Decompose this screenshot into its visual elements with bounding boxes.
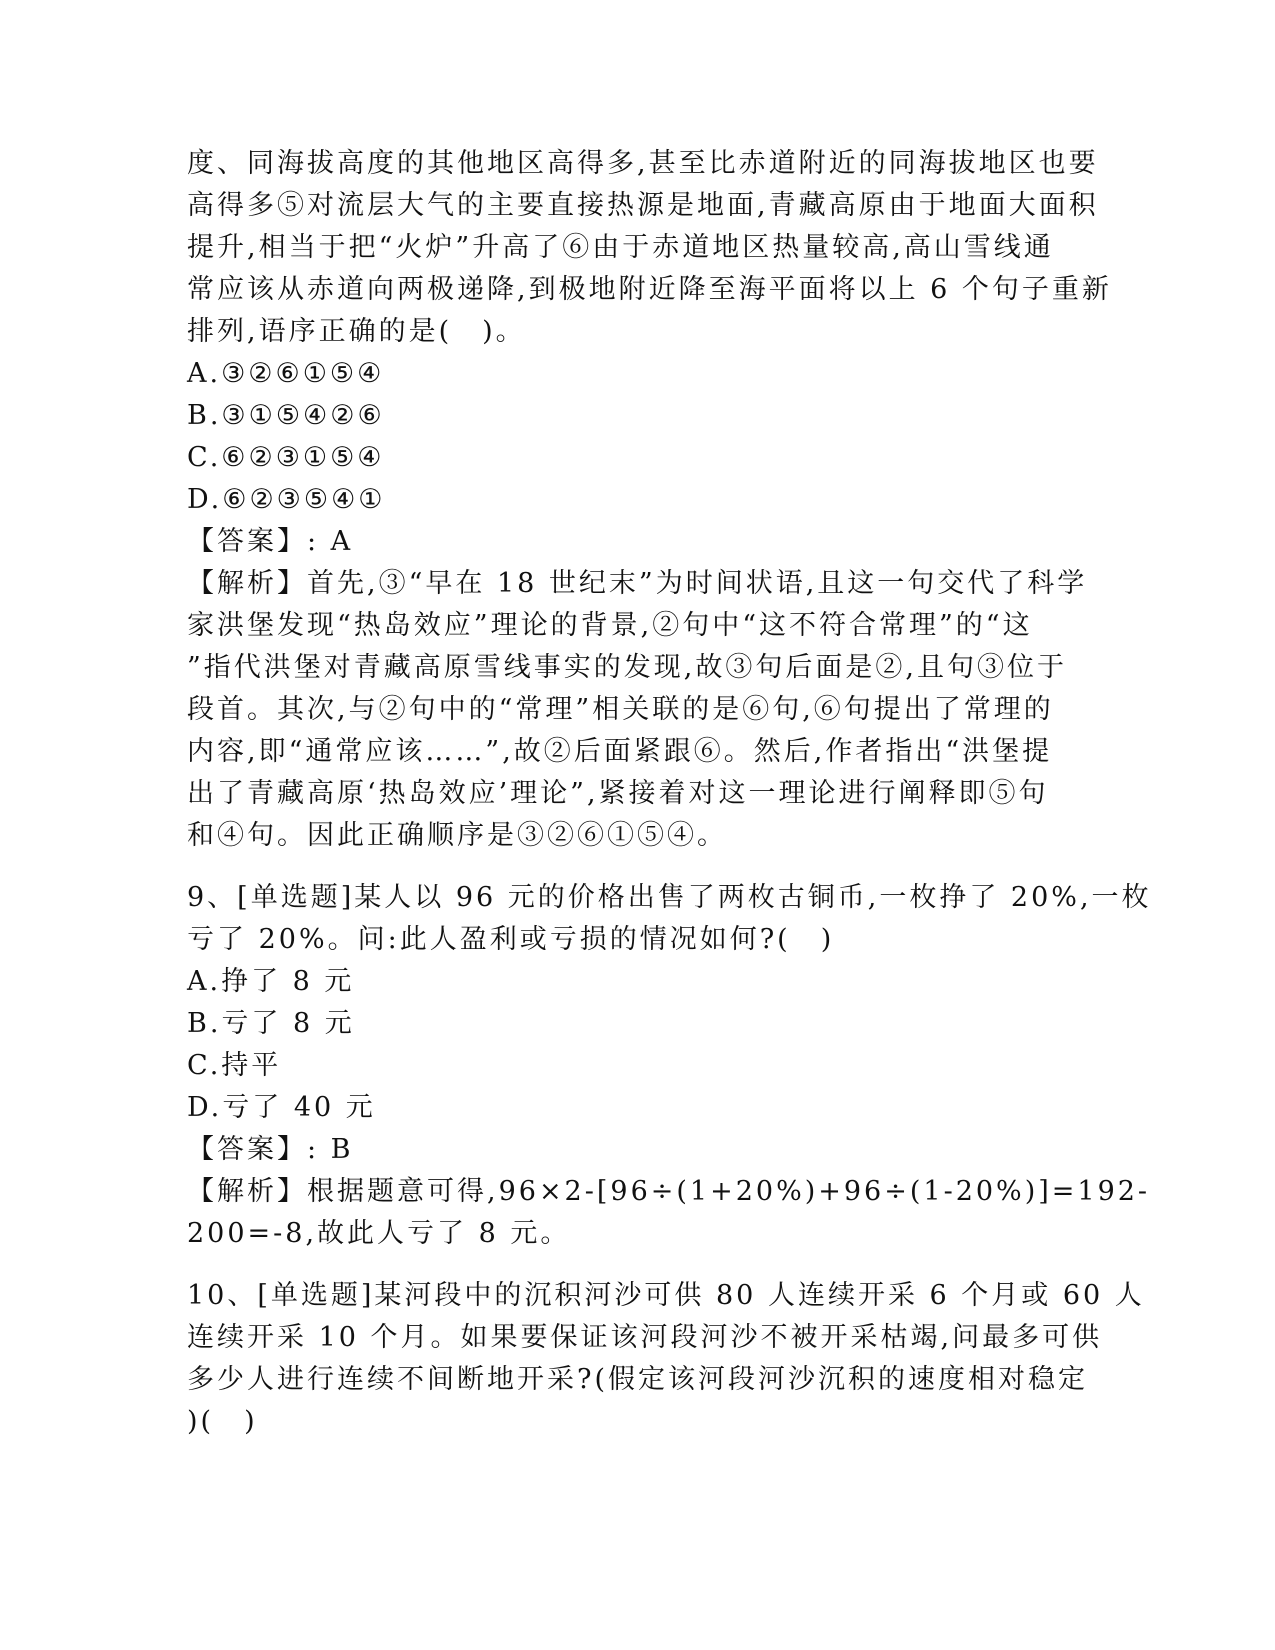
stem-line: 度、同海拔高度的其他地区高得多,甚至比赤道附近的同海拔地区也要 [187,148,1099,179]
stem-line: 高得多⑤对流层大气的主要直接热源是地面,青藏高原由于地面大面积 [187,190,1099,221]
answer-line: 【答案】: A [187,526,354,557]
question-9 [187,877,1152,1255]
option-b: B.亏了 8 元 [187,1008,355,1039]
option-d: D.⑥②③⑤④① [187,484,386,515]
stem-line: 10、[单选题]某河段中的沉积河沙可供 80 人连续开采 6 个月或 60 人 [187,1280,1145,1311]
option-a: A.③②⑥①⑤④ [187,358,385,389]
stem-line: 多少人进行连续不间断地开采?(假定该河段河沙沉积的速度相对稳定 [187,1364,1089,1395]
question-gap [187,857,1087,877]
question-gap [187,1255,1087,1275]
answer-line: 【答案】: B [187,1134,354,1165]
option-c: C.⑥②③①⑤④ [187,442,385,473]
question-8-continuation [187,143,1112,857]
analysis-line: 家洪堡发现“热岛效应”理论的背景,②句中“这不符合常理”的“这 [187,610,1033,641]
page-content [187,143,1152,1443]
analysis-line: ”指代洪堡对青藏高原雪线事实的发现,故③句后面是②,且句③位于 [187,652,1067,683]
stem-line: )( ) [187,1406,258,1437]
stem-line: 排列,语序正确的是( )。 [187,316,526,347]
stem-line: 9、[单选题]某人以 96 元的价格出售了两枚古铜币,一枚挣了 20%,一枚 [187,882,1152,913]
analysis-line: 内容,即“通常应该……”,故②后面紧跟⑥。然后,作者指出“洪堡提 [187,736,1053,767]
analysis-line: 出了青藏高原‘热岛效应’理论”,紧接着对这一理论进行阐释即⑤句 [187,778,1049,809]
option-c: C.持平 [187,1050,282,1081]
question-10 [187,1275,1145,1443]
analysis-line: 段首。其次,与②句中的“常理”相关联的是⑥句,⑥句提出了常理的 [187,694,1054,725]
stem-line: 亏了 20%。问:此人盈利或亏损的情况如何?( ) [187,924,835,955]
stem-line: 提升,相当于把“火炉”升高了⑥由于赤道地区热量较高,高山雪线通 [187,232,1054,263]
stem-line: 常应该从赤道向两极递降,到极地附近降至海平面将以上 6 个句子重新 [187,274,1112,305]
option-d: D.亏了 40 元 [187,1092,376,1123]
option-a: A.挣了 8 元 [187,966,355,997]
analysis-line: 【解析】根据题意可得,96×2-[96÷(1+20%)+96÷(1-20%)]=192- [187,1176,1151,1207]
analysis-line: 【解析】首先,③“早在 18 世纪末”为时间状语,且这一句交代了科学 [187,568,1088,599]
analysis-line: 200=-8,故此人亏了 8 元。 [187,1218,571,1249]
option-b: B.③①⑤④②⑥ [187,400,385,431]
analysis-line: 和④句。因此正确顺序是③②⑥①⑤④。 [187,820,727,851]
stem-line: 连续开采 10 个月。如果要保证该河段河沙不被开采枯竭,问最多可供 [187,1322,1103,1353]
